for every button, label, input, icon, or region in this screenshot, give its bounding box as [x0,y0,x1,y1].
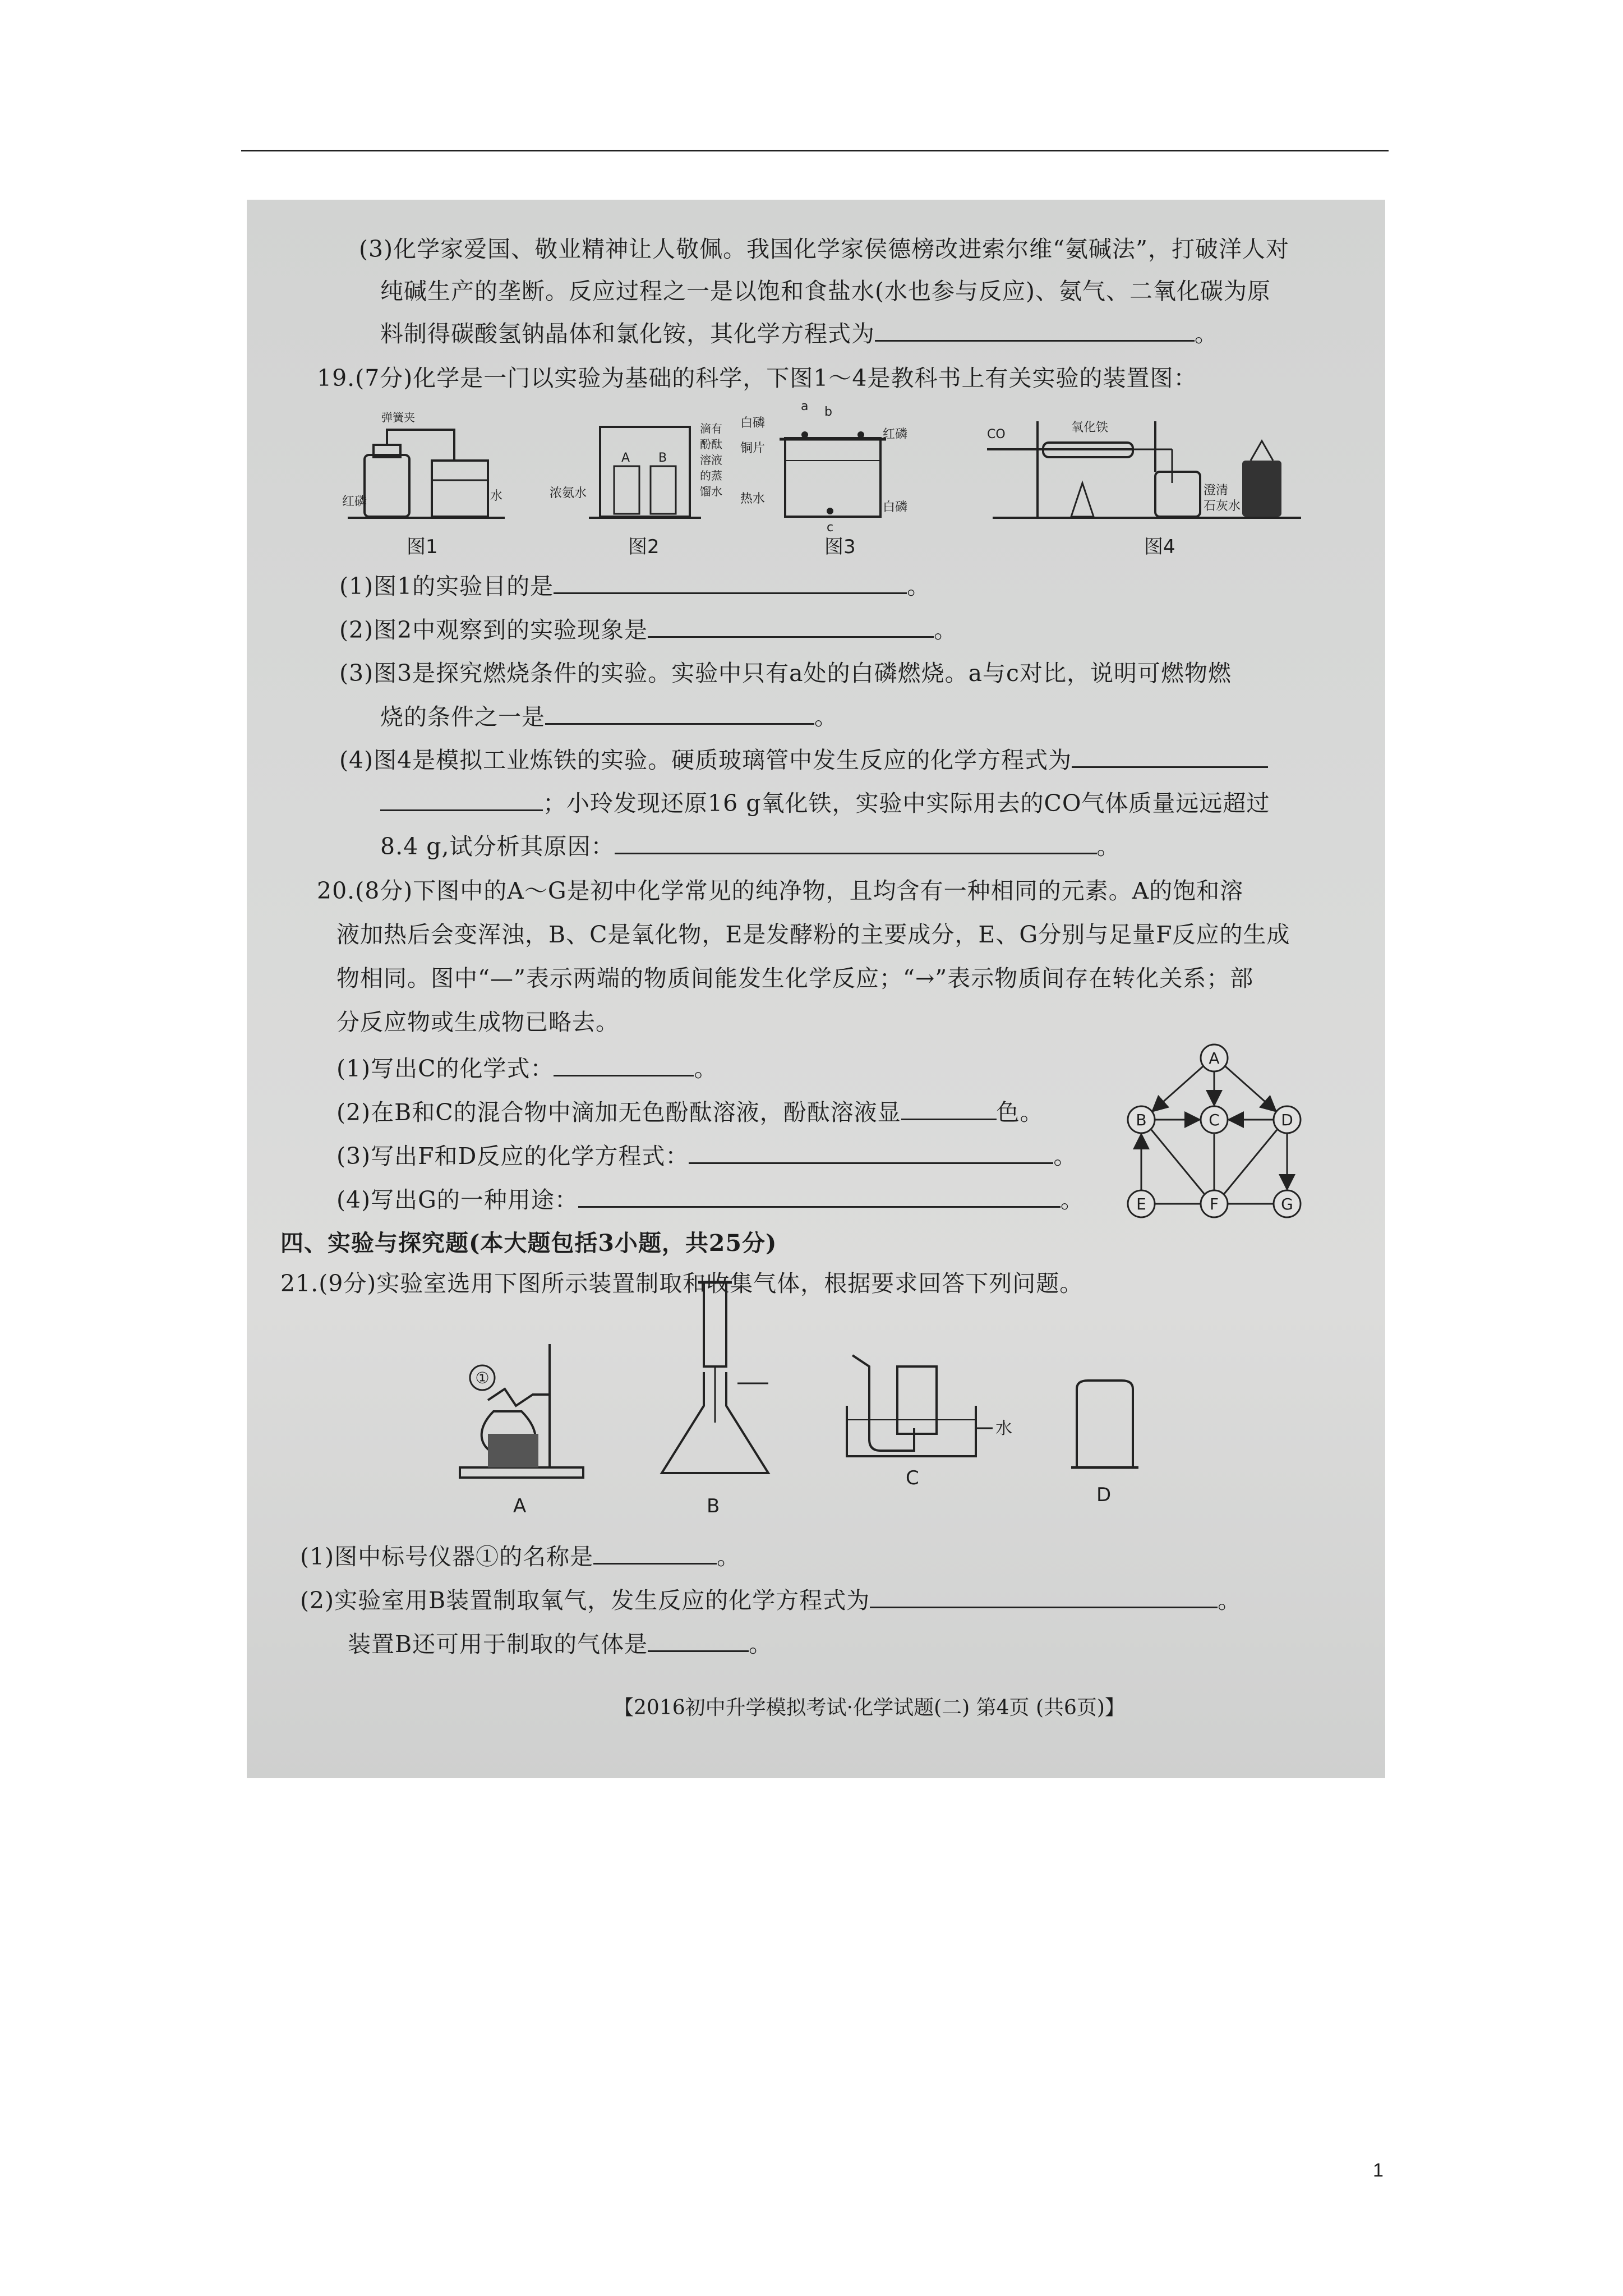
q21-stem: 21.(9分)实验室选用下图所示装置制取和收集气体，根据要求回答下列问题。 [280,1270,1083,1297]
node-e-label: E [1136,1195,1146,1213]
fig4-label-clear: 澄清 [1204,484,1229,498]
answer-blank [554,570,907,594]
q20-stem-line2: 液加热后会变浑浊，B、C是氧化物，E是发酵粉的主要成分，E、G分别与足量F反应的生成 [336,921,1290,948]
scanned-exam-page [247,200,1385,1778]
q19-part4-line3 [380,830,1121,862]
q19-stem: 19.(7分)化学是一门以实验为基础的科学，下图1～4是教科书上有关实验的装置图： [317,365,1197,392]
answer-blank [901,1096,997,1120]
apparatus-b-label: B [707,1495,720,1517]
q19-part1-text: (1)图1的实验目的是 [339,573,554,600]
page-number: 1 [1373,2160,1384,2181]
q21-part1-end: 。 [717,1543,741,1570]
exam-footer: 【2016初中升学模拟考试·化学试题(二) 第4页 (共6页)】 [614,1696,1125,1719]
fig2-label-b: B [658,451,667,465]
q20-part1-text: (1)写出C的化学式： [336,1055,554,1082]
q19-part4-line1 [339,744,1268,776]
answer-blank [593,1540,717,1565]
q20-stem-line1: 20.(8分)下图中的A～G是初中化学常见的纯净物，且均含有一种相同的元素。A的饱和溶 [317,877,1244,904]
node-d [1274,1106,1301,1133]
q19-part2-text: (2)图2中观察到的实验现象是 [339,616,648,643]
q19-part3-line2-text: 烧的条件之一是 [380,703,545,730]
fig2-label-5: 馏水 [700,485,722,498]
node-f [1201,1190,1228,1217]
q20-part1-end: 。 [694,1055,718,1082]
q20-stem-line4: 分反应物或生成物已略去。 [336,1009,619,1036]
q19-figure-3 [740,399,925,562]
q19-part4-line2 [380,787,1270,819]
answer-blank [578,1184,1061,1208]
q21-apparatus-b [639,1277,796,1529]
q19-part4-end: 。 [1096,833,1121,860]
q18-3-line2: 纯碱生产的垄断。反应过程之一是以饱和食盐水(水也参与反应)、氨气、二氧化碳为原 [380,278,1271,305]
circled-marker-1: ① [475,1369,490,1387]
q18-3-line1: (3)化学家爱国、敬业精神让人敬佩。我国化学家侯德榜改进索尔维“氨碱法”，打破洋人对 [359,236,1289,263]
fig2-label-a: A [621,451,630,465]
section-4-heading: 四、实验与探究题(本大题包括3小题，共25分) [280,1230,777,1257]
fig4-caption: 图4 [1144,536,1175,558]
answer-blank [870,1584,1218,1608]
q19-part2 [339,614,957,646]
fig2-label-1: 滴有 [700,422,722,435]
q19-part3-line1: (3)图3是探究燃烧条件的实验。实验中只有a处的白磷燃烧。a与c对比，说明可燃物燃 [339,660,1232,687]
node-c-label: C [1209,1111,1220,1129]
fig3-caption: 图3 [824,536,856,558]
answer-blank [1072,744,1268,768]
q19-part4-line2-text: ；小玲发现还原16 g氧化铁，实验中实际用去的CO气体质量远远超过 [543,790,1270,817]
q19-figure-2 [550,399,735,562]
node-b [1128,1106,1155,1133]
fig4-label-co: CO [987,427,1006,441]
node-b-label: B [1136,1111,1147,1129]
answer-blank [554,1052,694,1076]
q19-part2-end: 。 [934,616,958,643]
fig3-label-hot-water: 热水 [740,492,766,506]
q20-part2 [336,1096,1044,1128]
apparatus-c-label: C [906,1467,919,1489]
fig3-label-red-p: 红磷 [883,427,908,441]
apparatus-d-label: D [1096,1484,1112,1506]
fig2-label-ammonia: 浓氨水 [550,486,587,500]
fig3-label-white-p-2: 白磷 [883,500,908,514]
q20-stem-line3: 物相同。图中“—”表示两端的物质间能发生化学反应；“→”表示物质间存在转化关系；部 [336,965,1254,992]
fig1-label-clip: 弹簧夹 [381,411,415,424]
q19-part3-end: 。 [814,703,838,730]
q20-part1 [336,1052,717,1084]
q21-part2 [300,1584,1241,1616]
fig3-label-a: a [801,399,809,413]
q20-part2-end: 色。 [996,1099,1044,1126]
fig4-label-iron-oxide: 氧化铁 [1071,421,1109,435]
answer-blank [615,830,1097,854]
node-g [1274,1190,1301,1217]
answer-blank [875,318,1195,342]
fig3-label-c: c [827,521,834,535]
answer-blank [689,1140,1053,1164]
q20-part4-end: 。 [1060,1186,1084,1213]
q20-relation-diagram [1108,1041,1321,1226]
q21-apparatus-d [1054,1372,1166,1529]
q21-apparatus-a [449,1327,606,1529]
q21-part2-text: (2)实验室用B装置制取氧气，发生反应的化学方程式为 [300,1587,870,1614]
fig3-label-b: b [824,405,832,419]
q19-figure-1 [342,399,510,562]
node-f-label: F [1209,1195,1219,1213]
node-d-label: D [1281,1111,1293,1129]
fig2-label-3: 溶液 [700,453,722,467]
answer-blank [648,614,934,638]
q21-part1-text: (1)图中标号仪器①的名称是 [300,1543,594,1570]
fig1-label-red-phosphorus: 红磷 [342,495,367,509]
q19-figure-4 [987,399,1312,562]
q21-part2-end: 。 [1218,1587,1242,1614]
fig2-caption: 图2 [628,536,660,558]
apparatus-a-label: A [513,1495,527,1517]
q20-part3-text: (3)写出F和D反应的化学方程式： [336,1143,689,1170]
q21-part2-line2 [348,1628,772,1660]
node-a [1201,1045,1228,1071]
node-e [1128,1190,1155,1217]
q18-3-line3-end: 。 [1195,320,1218,347]
answer-blank [380,787,543,811]
q19-part4-line1-text: (4)图4是模拟工业炼铁的实验。硬质玻璃管中发生反应的化学方程式为 [339,747,1072,774]
answer-blank [648,1628,749,1652]
q21-part1 [300,1540,740,1572]
q19-part4-line3-text: 8.4 g,试分析其原因： [380,833,615,860]
fig3-label-white-p: 白磷 [740,416,766,430]
answer-blank [545,701,814,725]
fig1-label-water: 水 [490,489,503,503]
q18-3-line3 [380,318,1218,349]
q21-part2-line2-end: 。 [749,1631,773,1658]
q20-part3 [336,1140,1077,1172]
fig1-caption: 图1 [407,536,438,558]
fig2-label-4: 的蒸 [700,469,722,482]
apparatus-c-water-label: 水 [995,1419,1012,1438]
top-rule [241,150,1389,151]
fig3-label-copper: 铜片 [740,441,766,455]
node-c [1201,1106,1228,1133]
fig4-label-limewater: 石灰水 [1204,499,1241,513]
node-g-label: G [1281,1195,1293,1213]
q21-apparatus-c [836,1350,1038,1529]
q19-part3-line2 [380,701,838,733]
q21-part2-line2-text: 装置B还可用于制取的气体是 [348,1631,648,1658]
q20-part4-text: (4)写出G的一种用途： [336,1186,578,1213]
q18-3-line3-text: 料制得碳酸氢钠晶体和氯化铵，其化学方程式为 [380,320,875,347]
q19-part1-end: 。 [907,573,931,600]
fig2-label-2: 酚酞 [700,438,722,451]
q20-part4 [336,1184,1084,1216]
node-a-label: A [1209,1049,1220,1068]
q19-part1 [339,570,930,602]
q20-part2-text: (2)在B和C的混合物中滴加无色酚酞溶液，酚酞溶液显 [336,1099,901,1126]
q20-part3-end: 。 [1053,1143,1077,1170]
